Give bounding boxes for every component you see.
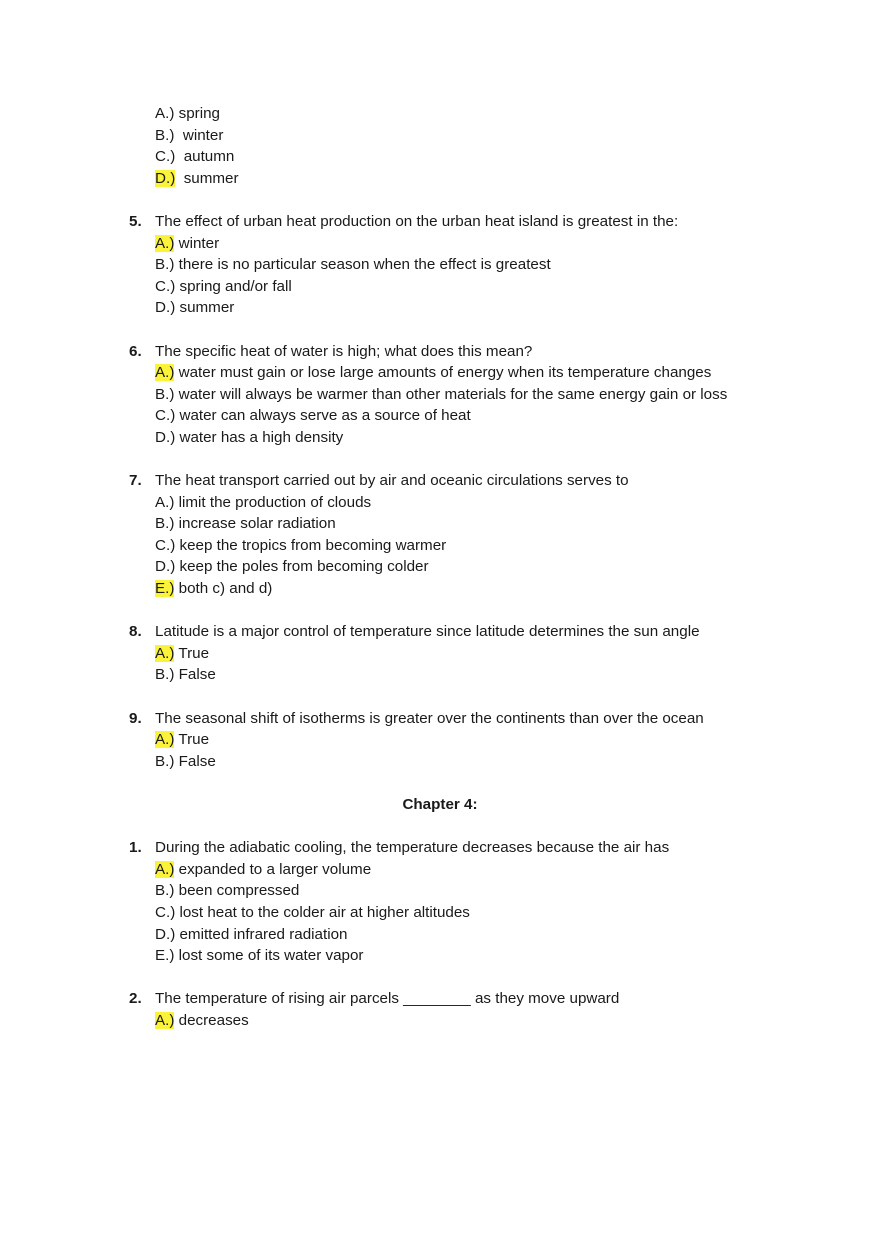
question-number: 6. <box>129 342 142 360</box>
chapter4-question-2 <box>0 988 880 1031</box>
option-text: there is no particular season when the effect is greatest <box>174 256 551 274</box>
option-letter: E.) <box>155 947 175 965</box>
option-text: True <box>174 731 210 749</box>
question-number: 1. <box>129 839 142 857</box>
option-letter-highlighted: A.) <box>155 364 175 382</box>
question-9 <box>0 708 880 773</box>
question-number: 8. <box>129 623 142 641</box>
option-letter-highlighted: A.) <box>155 644 175 662</box>
option-letter-highlighted: E.) <box>155 580 175 598</box>
document-content <box>0 103 880 1032</box>
option-d <box>0 556 880 578</box>
question-stem <box>0 837 880 859</box>
chapter-heading: Chapter 4: <box>402 796 478 813</box>
option-text: keep the tropics from becoming warmer <box>175 536 447 554</box>
question-number: 7. <box>129 472 142 490</box>
question-stem <box>0 708 880 730</box>
option-text: True <box>174 644 210 662</box>
option-letter-highlighted: A.) <box>155 234 175 252</box>
continued-question-options <box>0 103 880 189</box>
question-7 <box>0 470 880 600</box>
option-e <box>0 945 880 967</box>
option-letter-highlighted: A.) <box>155 860 175 878</box>
option-letter: A.) <box>155 105 175 122</box>
option-d <box>0 297 880 319</box>
option-a <box>0 103 880 125</box>
option-letter: A.) <box>155 493 175 511</box>
option-letter-highlighted: A.) <box>155 731 175 749</box>
option-text: keep the poles from becoming colder <box>175 558 429 576</box>
option-text: lost heat to the colder air at higher altitudes <box>175 903 470 921</box>
option-text: autumn <box>175 148 235 166</box>
question-text: The heat transport carried out by air and oceanic circulations serves to <box>155 472 629 490</box>
option-text: water will always be warmer than other materials for the same energy gain or loss <box>174 385 728 403</box>
option-letter: C.) <box>155 277 176 295</box>
option-text: summer <box>175 299 235 317</box>
option-b <box>0 664 880 686</box>
option-letter: D.) <box>155 925 176 943</box>
option-letter: D.) <box>155 428 176 446</box>
question-stem <box>0 988 880 1010</box>
question-number: 2. <box>129 990 142 1008</box>
option-a <box>0 492 880 514</box>
option-text: spring and/or fall <box>175 277 292 295</box>
option-text: increase solar radiation <box>174 515 336 533</box>
option-text: been compressed <box>174 882 300 900</box>
question-text: The effect of urban heat production on the urban heat island is greatest in the: <box>155 212 679 230</box>
option-b <box>0 880 880 902</box>
option-d <box>0 924 880 946</box>
option-text: False <box>174 752 216 770</box>
option-a <box>0 1010 880 1032</box>
question-stem <box>0 621 880 643</box>
option-letter: D.) <box>155 299 176 317</box>
question-8 <box>0 621 880 686</box>
option-letter: B.) <box>155 385 175 403</box>
option-e <box>0 578 880 600</box>
option-text: winter <box>174 126 224 144</box>
option-b <box>0 254 880 276</box>
option-c <box>0 535 880 557</box>
question-text: During the adiabatic cooling, the temperature decreases because the air has <box>155 839 670 857</box>
option-text: expanded to a larger volume <box>174 860 372 878</box>
option-letter-highlighted: D.) <box>155 169 176 187</box>
option-a <box>0 643 880 665</box>
option-b <box>0 384 880 406</box>
option-b <box>0 751 880 773</box>
question-text: The temperature of rising air parcels ________ as they move upward <box>155 990 620 1008</box>
option-text: summer <box>175 169 239 187</box>
question-stem <box>0 211 880 233</box>
option-letter: C.) <box>155 407 176 425</box>
option-text: decreases <box>174 1011 249 1029</box>
question-number: 5. <box>129 212 142 230</box>
option-a <box>0 859 880 881</box>
option-letter: B.) <box>155 882 175 900</box>
option-letter: D.) <box>155 558 176 576</box>
option-a <box>0 362 880 384</box>
option-text: winter <box>174 234 220 252</box>
option-d <box>0 168 880 190</box>
question-6 <box>0 341 880 449</box>
option-c <box>0 276 880 298</box>
option-letter: C.) <box>155 903 176 921</box>
option-text: spring <box>174 105 221 122</box>
question-stem <box>0 341 880 363</box>
option-text: lost some of its water vapor <box>174 947 364 965</box>
question-text: Latitude is a major control of temperature since latitude determines the sun angle <box>155 623 700 641</box>
question-5 <box>0 211 880 319</box>
option-letter: B.) <box>155 515 175 533</box>
question-number: 9. <box>129 709 142 727</box>
option-text: emitted infrared radiation <box>175 925 348 943</box>
option-text: water must gain or lose large amounts of energy when its temperature changes <box>174 364 712 382</box>
option-c <box>0 146 880 168</box>
option-c <box>0 405 880 427</box>
option-letter: B.) <box>155 256 175 274</box>
option-letter: B.) <box>155 666 175 684</box>
option-text: limit the production of clouds <box>174 493 372 511</box>
option-a <box>0 729 880 751</box>
option-d <box>0 427 880 449</box>
option-letter-highlighted: A.) <box>155 1011 175 1029</box>
option-text: water can always serve as a source of heat <box>175 407 471 425</box>
chapter4-question-1 <box>0 837 880 967</box>
option-text: both c) and d) <box>174 580 273 598</box>
option-letter: B.) <box>155 752 175 770</box>
option-letter: C.) <box>155 148 176 166</box>
option-letter: B.) <box>155 126 175 144</box>
option-letter: C.) <box>155 536 176 554</box>
option-a <box>0 233 880 255</box>
option-b <box>0 513 880 535</box>
option-b <box>0 125 880 147</box>
option-text: False <box>174 666 216 684</box>
question-stem <box>0 470 880 492</box>
question-text: The specific heat of water is high; what does this mean? <box>155 342 533 360</box>
option-c <box>0 902 880 924</box>
question-text: The seasonal shift of isotherms is greater over the continents than over the ocean <box>155 709 704 727</box>
option-text: water has a high density <box>175 428 344 446</box>
